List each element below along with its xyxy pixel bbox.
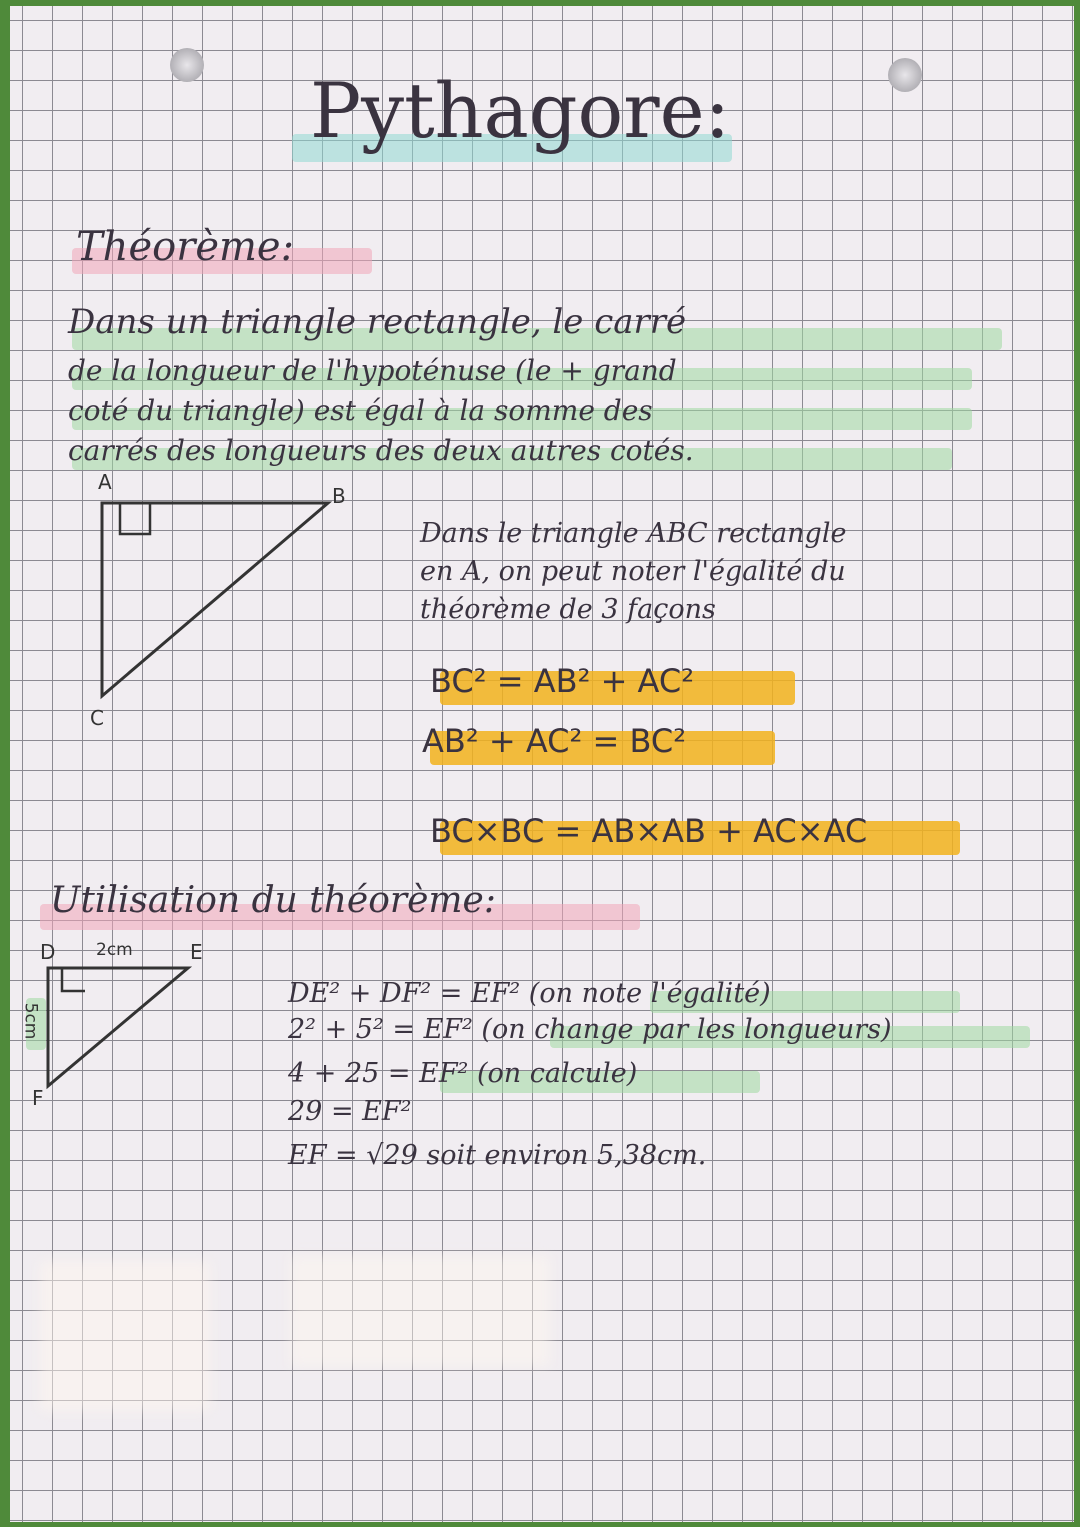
usage-heading: Utilisation du théorème: <box>50 880 496 921</box>
vertex-f: F <box>32 1086 44 1110</box>
page-title: Pythagore: <box>310 66 731 155</box>
side-de-length: 2cm <box>96 940 133 960</box>
explanation-line: en A, on peut noter l'égalité du <box>420 556 846 587</box>
usage-step: 29 = EF² <box>288 1096 412 1127</box>
formula: BC×BC = AB×AB + AC×AC <box>430 812 868 850</box>
vertex-b: B <box>332 484 346 508</box>
usage-step: DE² + DF² = EF² (on note l'égalité) <box>288 978 771 1009</box>
theorem-line: Dans un triangle rectangle, le carré <box>68 302 687 342</box>
vertex-e: E <box>190 940 203 964</box>
vertex-c: C <box>90 706 104 730</box>
vertex-d: D <box>40 940 56 964</box>
erased-area <box>290 1256 550 1366</box>
explanation-line: théorème de 3 façons <box>420 594 716 625</box>
formula: BC² = AB² + AC² <box>430 662 695 700</box>
usage-step: 2² + 5² = EF² (on change par les longueurs) <box>288 1014 892 1045</box>
explanation-line: Dans le triangle ABC rectangle <box>420 518 847 549</box>
theorem-line: coté du triangle) est égal à la somme des <box>68 394 653 427</box>
theorem-heading: Théorème: <box>76 224 295 270</box>
formula: AB² + AC² = BC² <box>422 722 687 760</box>
grid-paper <box>10 6 1074 1522</box>
vertex-a: A <box>98 470 112 494</box>
usage-step: 4 + 25 = EF² (on calcule) <box>288 1058 638 1089</box>
side-df-length: 5cm <box>20 1002 41 1040</box>
theorem-line: carrés des longueurs des deux autres cotés. <box>68 434 694 467</box>
theorem-line: de la longueur de l'hypoténuse (le + grand <box>68 354 677 387</box>
erased-area <box>40 1261 210 1411</box>
usage-step: EF = √29 soit environ 5,38cm. <box>288 1140 707 1171</box>
